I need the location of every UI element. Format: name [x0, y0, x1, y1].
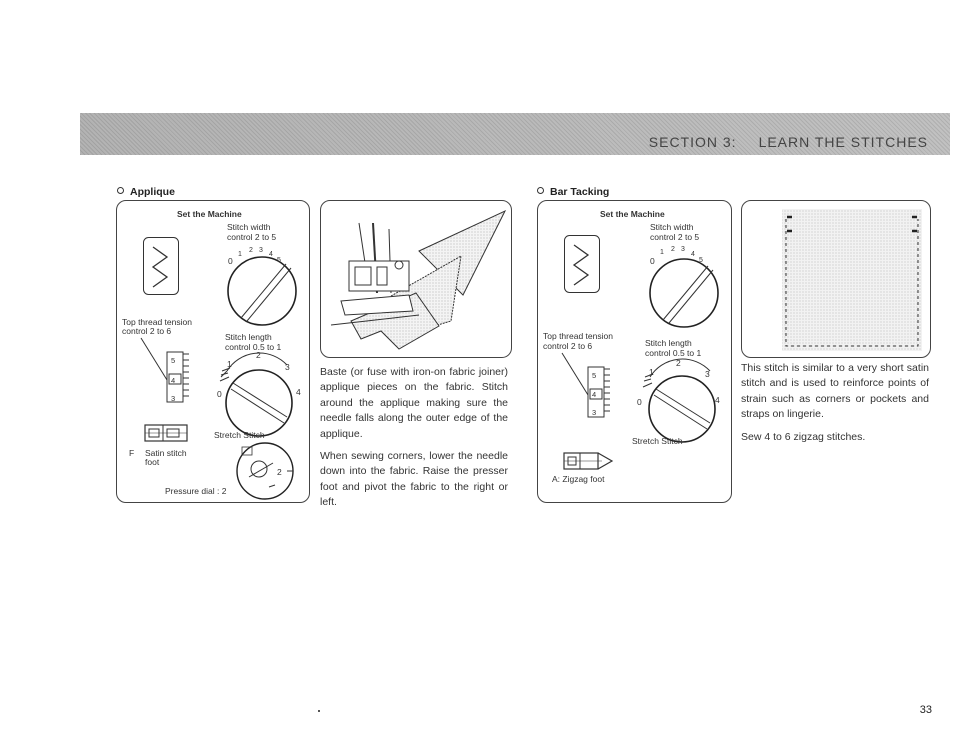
applique-paragraph-2: When sewing corners, lower the needle down into the fabric. Raise the presser foot and pivot the fabric to the right or left.: [320, 450, 508, 509]
pressure-dial-mark: 2: [277, 467, 282, 477]
section-number: SECTION 3:: [648, 134, 737, 150]
tension-scale-3: 3: [171, 394, 176, 403]
foot-letter: F: [129, 448, 135, 458]
width-mark-3: 3: [681, 246, 685, 253]
foot-label-2: foot: [145, 457, 160, 467]
tension-scale-5: 5: [592, 371, 597, 380]
stitch-length-label: Stitch length: [645, 338, 692, 348]
length-mark-3: 3: [285, 362, 290, 372]
stitch-width-label: Stitch width: [650, 222, 694, 232]
satin-stitch-foot-icon: [143, 421, 191, 445]
stitch-length-range: control 0.5 to 1: [645, 348, 702, 358]
applique-instructions: [320, 365, 508, 518]
tension-range: control 2 to 6: [122, 326, 172, 336]
stitch-width-range: control 2 to 5: [650, 232, 700, 242]
stretch-stitch-label: Stretch Stitch: [214, 430, 265, 440]
footer-dot: [318, 710, 320, 712]
section-banner: [80, 113, 950, 155]
foot-label: A: Zigzag foot: [552, 474, 605, 484]
section-name: LEARN THE STITCHES: [758, 134, 928, 150]
stretch-stitch-label: Stretch Stitch: [632, 436, 683, 446]
width-mark-3: 3: [259, 247, 263, 254]
bar-tacking-paragraph-1: This stitch is similar to a very short satin stitch and is used to reinforce points of strain such as corners or pockets and straps on lingerie.: [741, 362, 929, 421]
width-mark-1: 1: [660, 249, 664, 256]
stitch-length-label: Stitch length: [225, 332, 272, 342]
bar-tacking-instructions: [741, 361, 929, 452]
length-mark-2: 2: [676, 358, 681, 368]
stitch-width-range: control 2 to 5: [227, 232, 277, 242]
width-mark-2: 2: [671, 246, 675, 253]
length-mark-0: 0: [217, 389, 222, 399]
tension-control-icon[interactable]: [137, 334, 193, 406]
length-mark-1: 1: [649, 367, 654, 377]
width-mark-5: 5: [699, 257, 703, 264]
applique-settings-panel: [116, 200, 310, 503]
length-mark-4: 4: [715, 395, 720, 405]
width-mark-4: 4: [691, 251, 695, 258]
section-title: [649, 134, 928, 150]
bar-tacking-illustration-panel: [741, 200, 931, 358]
pressure-dial-label: Pressure dial : 2: [165, 486, 227, 496]
zigzag-pattern-window-icon: [564, 235, 600, 293]
tension-scale-5: 5: [171, 356, 176, 365]
width-mark-2: 2: [249, 247, 253, 254]
width-mark-0: 0: [228, 256, 233, 266]
reinforced-corners-illustration: [742, 201, 930, 357]
set-machine-label: Set the Machine: [600, 209, 665, 219]
width-mark-4: 4: [269, 251, 273, 258]
tension-range: control 2 to 6: [543, 341, 593, 351]
width-mark-1: 1: [238, 251, 242, 258]
tension-scale-3: 3: [592, 408, 597, 417]
bullet-icon: [117, 187, 124, 194]
foot-label: Satin stitch: [145, 448, 187, 458]
bar-tacking-settings-panel: [537, 200, 732, 503]
tension-label: Top thread tension: [543, 331, 613, 341]
stitch-length-range: control 0.5 to 1: [225, 342, 282, 352]
applique-illustration-panel: [320, 200, 512, 358]
page-number: 33: [919, 704, 932, 716]
tension-control-icon[interactable]: [558, 351, 614, 423]
tension-scale-4: 4: [592, 390, 597, 399]
width-mark-5: 5: [277, 257, 281, 264]
length-mark-1: 1: [227, 359, 232, 369]
bullet-icon: [537, 187, 544, 194]
length-mark-0: 0: [637, 397, 642, 407]
tension-label: Top thread tension: [122, 317, 192, 327]
zigzag-foot-icon: [562, 449, 614, 473]
zigzag-pattern-window-icon: [143, 237, 179, 295]
bar-tacking-heading: Bar Tacking: [537, 186, 609, 198]
applique-heading: Applique: [117, 186, 175, 198]
bar-tacking-paragraph-2: Sew 4 to 6 zigzag stitches.: [741, 430, 866, 443]
pressure-dial[interactable]: [229, 441, 301, 499]
length-mark-3: 3: [705, 369, 710, 379]
width-mark-0: 0: [650, 256, 655, 266]
set-machine-label: Set the Machine: [177, 209, 242, 219]
presser-foot-applique-illustration: [321, 201, 511, 357]
tension-scale-4: 4: [171, 376, 176, 385]
length-mark-2: 2: [256, 350, 261, 360]
length-mark-4: 4: [296, 387, 301, 397]
stitch-width-label: Stitch width: [227, 222, 271, 232]
applique-paragraph-1: Baste (or fuse with iron-on fabric joiner) applique pieces on the fabric. Stitch around the applique making sure the needle falls along the outer edge of the applique.: [320, 366, 508, 440]
